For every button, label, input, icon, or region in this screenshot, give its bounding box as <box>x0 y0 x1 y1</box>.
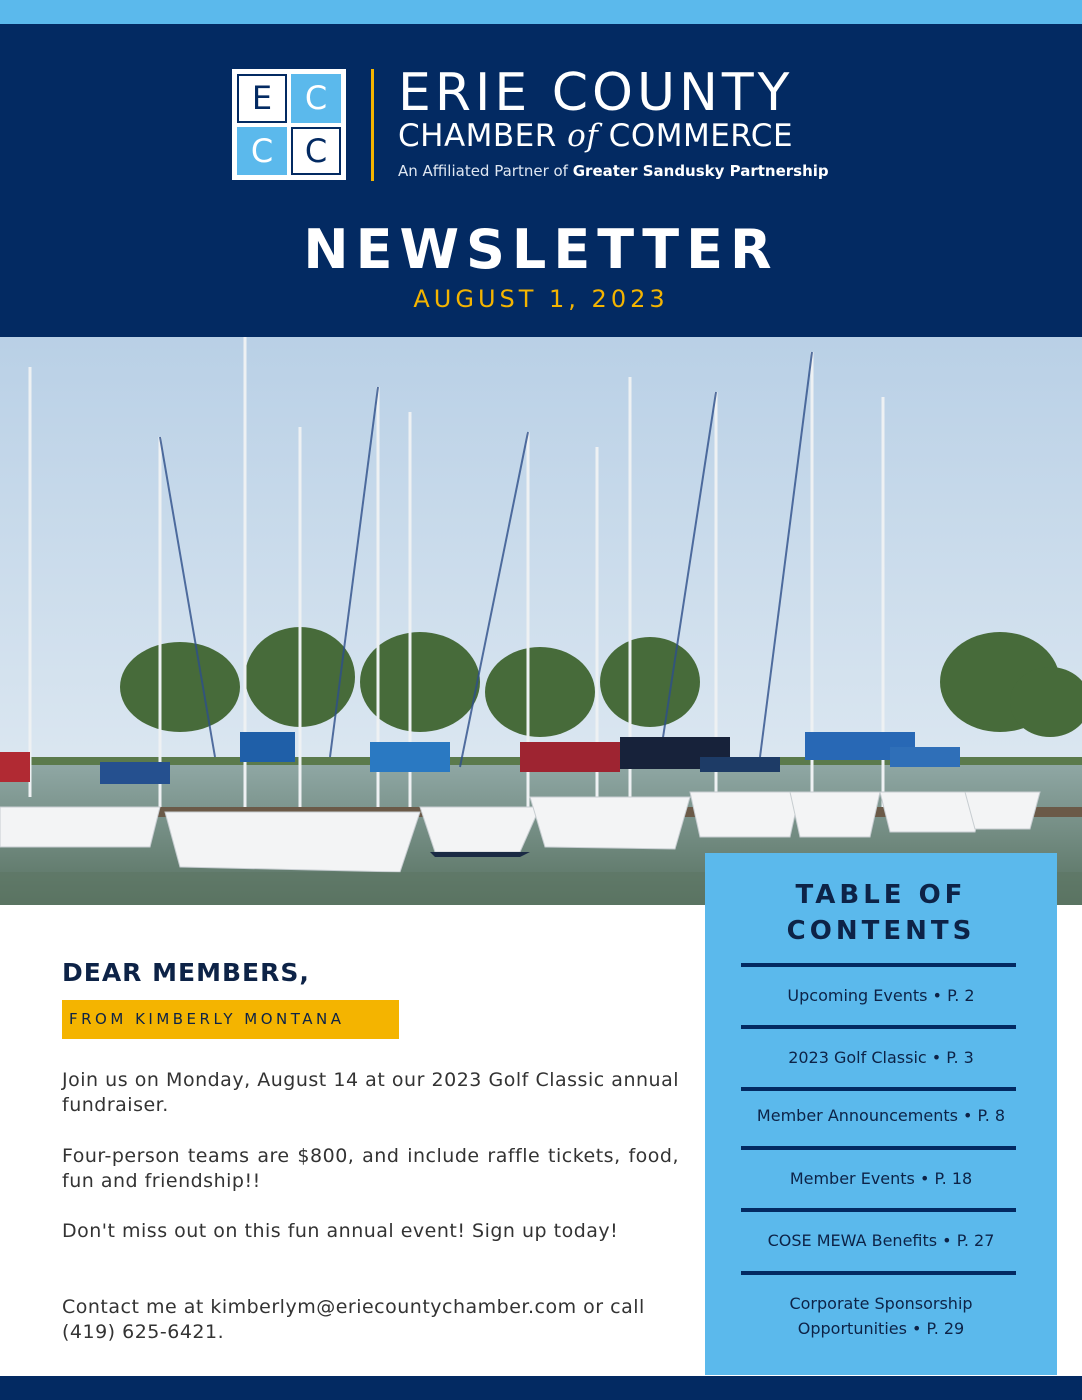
org-name-line1: ERIE COUNTY <box>398 63 794 123</box>
letter-heading: DEAR MEMBERS, <box>62 958 310 987</box>
logo-letter-c-bottom-left: C <box>237 127 287 176</box>
logo-divider <box>371 69 374 181</box>
letter-paragraph-sign-up: Don't miss out on this fun annual event! Sign up today! <box>62 1220 619 1242</box>
org-name-commerce: COMMERCE <box>608 118 794 154</box>
letter-paragraph-teams: Four-person teams are $800, and include raffle tickets, food, fun and friendship!! <box>62 1145 679 1192</box>
bottom-accent-bar <box>0 1376 1082 1400</box>
logo-letter-c-top: C <box>291 74 341 123</box>
toc-divider <box>741 1271 1016 1275</box>
toc-item-upcoming-events[interactable]: Upcoming Events • P. 2 <box>787 986 975 1005</box>
letter-paragraph-contact: Contact me at kimberlym@eriecountychamber.com or call (419) 625-6421. <box>62 1296 645 1343</box>
newsletter-date: AUGUST 1, 2023 <box>413 285 669 313</box>
toc-item-cose-mewa-benefits[interactable]: COSE MEWA Benefits • P. 27 <box>767 1231 995 1250</box>
org-name-chamber: CHAMBER <box>398 118 557 154</box>
toc-item-member-announcements[interactable]: Member Announcements • P. 8 <box>756 1106 1006 1125</box>
affiliation-partner: Greater Sandusky Partnership <box>572 162 829 180</box>
toc-item-corporate-sponsorship[interactable]: Corporate Sponsorship Opportunities • P. 29 <box>789 1294 973 1338</box>
top-accent-strip <box>0 0 1082 24</box>
letter-from-tag: FROM KIMBERLY MONTANA <box>62 1000 399 1039</box>
toc-divider <box>741 1087 1016 1091</box>
org-name-line2 <box>398 118 793 154</box>
logo-letter-e: E <box>237 74 287 123</box>
newsletter-title: NEWSLETTER <box>303 218 779 281</box>
toc-divider <box>741 1025 1016 1029</box>
toc-item-member-events[interactable]: Member Events • P. 18 <box>789 1169 973 1188</box>
toc-divider <box>741 1208 1016 1212</box>
chamber-logo-mark <box>232 69 346 180</box>
toc-item-golf-classic[interactable]: 2023 Golf Classic • P. 3 <box>788 1048 974 1067</box>
table-of-contents <box>705 853 1057 1375</box>
affiliation-prefix: An Affiliated Partner of <box>398 162 568 180</box>
toc-divider <box>741 1146 1016 1150</box>
marina-sailboats-photo <box>0 337 1082 905</box>
logo-letter-c-bottom-right: C <box>291 127 341 176</box>
affiliation-line <box>398 162 829 180</box>
toc-title <box>705 877 1057 949</box>
toc-title-line1: TABLE OF <box>795 880 967 910</box>
org-name-of: of <box>567 118 599 154</box>
letter-paragraph-golf-classic: Join us on Monday, August 14 at our 2023 Golf Classic annual fundraiser. <box>62 1069 679 1116</box>
toc-title-line2: CONTENTS <box>786 916 976 946</box>
toc-divider <box>741 963 1016 967</box>
